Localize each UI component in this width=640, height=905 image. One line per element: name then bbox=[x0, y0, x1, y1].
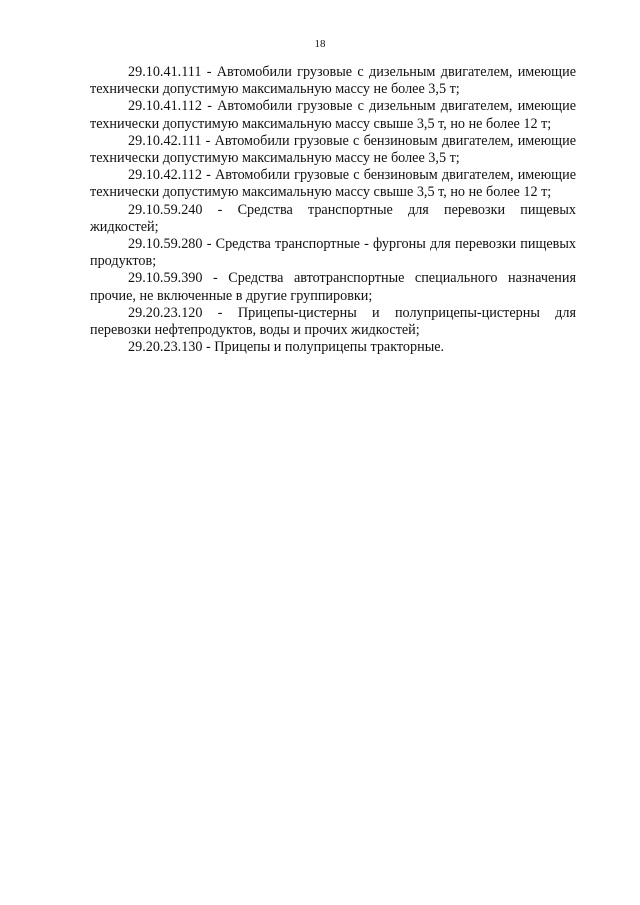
list-item: 29.20.23.130 - Прицепы и полуприцепы тракторные. bbox=[128, 339, 445, 356]
list-item: 29.10.41.112 - Автомобили грузовые с дизельным двигателем, имеющие технически допустимую максимальную массу свыше 3,5 т, но не более 12 т; bbox=[90, 98, 576, 132]
list-item: 29.10.59.390 - Средства автотранспортные специального назначения прочие, не включенные в другие группировки; bbox=[90, 270, 576, 304]
page-number: 18 bbox=[314, 38, 326, 50]
list-item: 29.10.42.112 - Автомобили грузовые с бензиновым двигателем, имеющие технически допустимую максимальную массу свыше 3,5 т, но не более 12 т; bbox=[90, 167, 576, 201]
list-item: 29.20.23.120 - Прицепы-цистерны и полуприцепы-цистерны для перевозки нефтепродуктов, воды и прочих жидкостей; bbox=[90, 304, 576, 339]
list-item: 29.10.59.280 - Средства транспортные - фургоны для перевозки пищевых продуктов; bbox=[90, 236, 576, 270]
list-item: 29.10.42.111 - Автомобили грузовые с бензиновым двигателем, имеющие технически допустимую максимальную массу не более 3,5 т; bbox=[90, 132, 576, 167]
list-item: 29.10.41.111 - Автомобили грузовые с дизельным двигателем, имеющие технически допустимую максимальную массу не более 3,5 т; bbox=[90, 64, 576, 98]
list-item: 29.10.59.240 - Средства транспортные для перевозки пищевых жидкостей; bbox=[90, 201, 576, 235]
document-body bbox=[90, 64, 576, 356]
